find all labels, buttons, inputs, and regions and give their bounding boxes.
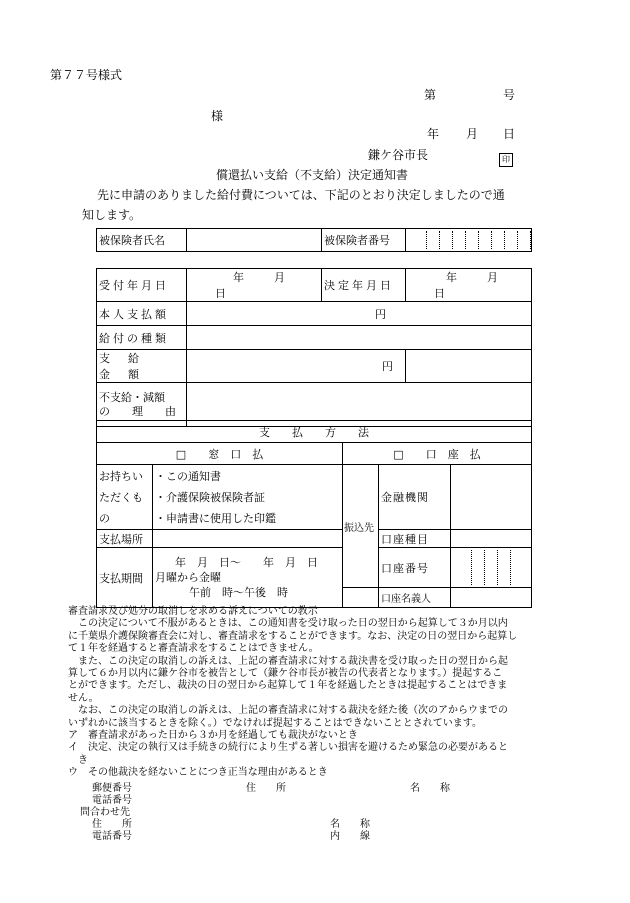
insured-name-value[interactable]: [187, 229, 322, 252]
contact-name-label: 名 称: [330, 819, 370, 830]
payment-period-label: 支払期間: [97, 548, 153, 608]
decision-date-label: 決定年月日: [322, 269, 406, 302]
contact-phone-label: 電話番号: [92, 831, 132, 842]
benefit-type-value[interactable]: [187, 326, 532, 350]
benefit-type-label: 給付の種類: [97, 326, 187, 350]
date-year: 年: [427, 127, 440, 141]
appeal-line: また、この決定の取消しの訴えは、上記の審査請求に対する裁決書を受け取った日の翌日から起: [68, 655, 508, 667]
transfer-destination-label: 振込先: [343, 465, 379, 588]
pay-amount-label: 支給金額: [97, 350, 187, 383]
bank-value[interactable]: [451, 465, 532, 530]
pay-amount-value[interactable]: 円: [187, 350, 406, 383]
details-table: [96, 268, 532, 427]
appeal-line: とができます。ただし、裁決の日の翌日から起算して１年を経過したときは提起することはできま: [68, 680, 508, 692]
appeal-line: イ 決定、決定の執行又は手続きの続行により生ずる著しい損害を避けるため緊急の必要があると: [68, 742, 508, 754]
document-title: 償還払い支給（不支給）決定通知書: [216, 168, 409, 182]
date-month: 月: [466, 127, 479, 141]
form-number: 第７７号様式: [50, 68, 123, 82]
appeal-line: ウ その他裁決を経ないことにつき正当な理由があるとき: [68, 767, 328, 779]
intro-line-2: 知します。: [82, 208, 142, 222]
items-to-bring-label: お持ちい ただくも の: [97, 465, 153, 530]
transfer-spacer: [343, 588, 379, 608]
appeal-line: この決定について不服があるときは、この通知書を受け取った日の翌日から起算して３か月以内: [68, 618, 508, 630]
appeal-line: に千葉県介護保険審査会に対し、審査請求をすることができます。なお、決定の日の翌日から起算し: [68, 630, 518, 642]
contact-address-label: 住 所: [92, 819, 132, 830]
date-day: 日: [503, 127, 516, 141]
items-to-bring-list: [153, 465, 343, 530]
payment-period-value[interactable]: 年 月 日～ 年 月 日 月曜から金曜 午前 時～午後 時: [153, 548, 343, 608]
self-pay-label: 本人支払額: [97, 302, 187, 326]
item-seal: ・申請書に使用した印鑑: [155, 512, 276, 525]
received-date-label: 受付年月日: [97, 269, 187, 302]
insured-number-boxes[interactable]: [406, 229, 532, 252]
appeal-line: なお、この決定の取消しの訴えは、上記の審査請求に対する裁決を経た後（次のアからウまでの: [68, 705, 508, 717]
addressee-suffix: 様: [211, 109, 224, 123]
issuer: 鎌ケ谷市長: [368, 148, 429, 162]
payment-place-value[interactable]: [153, 530, 343, 548]
insured-name-label: 被保険者氏名: [97, 229, 187, 252]
contact-label: 問合わせ先: [80, 807, 130, 818]
address-label: 住 所: [246, 783, 286, 794]
account-type-label: 口座種目: [379, 530, 451, 548]
account-holder-value[interactable]: [451, 588, 532, 608]
insured-number-label: 被保険者番号: [322, 229, 406, 252]
appeal-line: せん。: [68, 692, 99, 704]
appeal-line: いずれかに該当するときを除く。）でなければ提起することはできないこととされています。: [68, 717, 482, 729]
account-holder-label: 口座名義人: [379, 588, 451, 608]
postal-code-label: 郵便番号: [92, 783, 132, 794]
reason-label: 不支給・減額 の 理 由: [97, 383, 187, 427]
appeal-line: て１年を経過すると審査請求をすることはできません。: [68, 643, 319, 655]
doc-number-prefix: 第: [424, 88, 437, 102]
bank-label: 金融機関: [379, 465, 451, 530]
account-number-label: 口座番号: [379, 548, 451, 588]
item-insurance-card: ・介護保険被保険者証: [155, 491, 265, 504]
pay-amount-spare: [406, 350, 532, 383]
seal-mark: 印: [499, 147, 513, 167]
account-number-boxes[interactable]: [451, 548, 532, 588]
received-date-value[interactable]: 年 月日: [187, 269, 322, 302]
decision-date-value[interactable]: 年 月日: [406, 269, 532, 302]
payment-method-title: 支 払 方 法: [97, 421, 532, 443]
phone-label: 電話番号: [92, 795, 132, 806]
appeal-line: 算して６か月以内に鎌ケ谷市を被告として（鎌ケ谷市長が被告の代表者となります。）提起するこ: [68, 668, 503, 680]
extension-label: 内 線: [330, 831, 370, 842]
window-payment-option[interactable]: □ 窓 口 払: [97, 443, 343, 465]
account-type-value[interactable]: [451, 530, 532, 548]
appeal-notice: [68, 606, 517, 780]
payment-place-label: 支払場所: [97, 530, 153, 548]
account-payment-option[interactable]: □ 口 座 払: [343, 443, 532, 465]
payment-table: [96, 420, 532, 608]
appeal-notice-heading: 審査請求及び処分の取消しを求める訴えについての教示: [68, 606, 318, 617]
appeal-line: ア 審査請求があった日から３か月を経過しても裁決がないとき: [68, 730, 358, 742]
insured-table: [96, 228, 532, 252]
appeal-line: き: [68, 754, 88, 766]
item-notice: ・この通知書: [155, 470, 221, 483]
self-pay-value[interactable]: 円: [187, 302, 532, 326]
intro-line-1: 先に申請のありました給付費については、下記のとおり決定しましたので通: [97, 188, 505, 202]
doc-number-suffix: 号: [503, 88, 516, 102]
name-label: 名 称: [410, 783, 450, 794]
